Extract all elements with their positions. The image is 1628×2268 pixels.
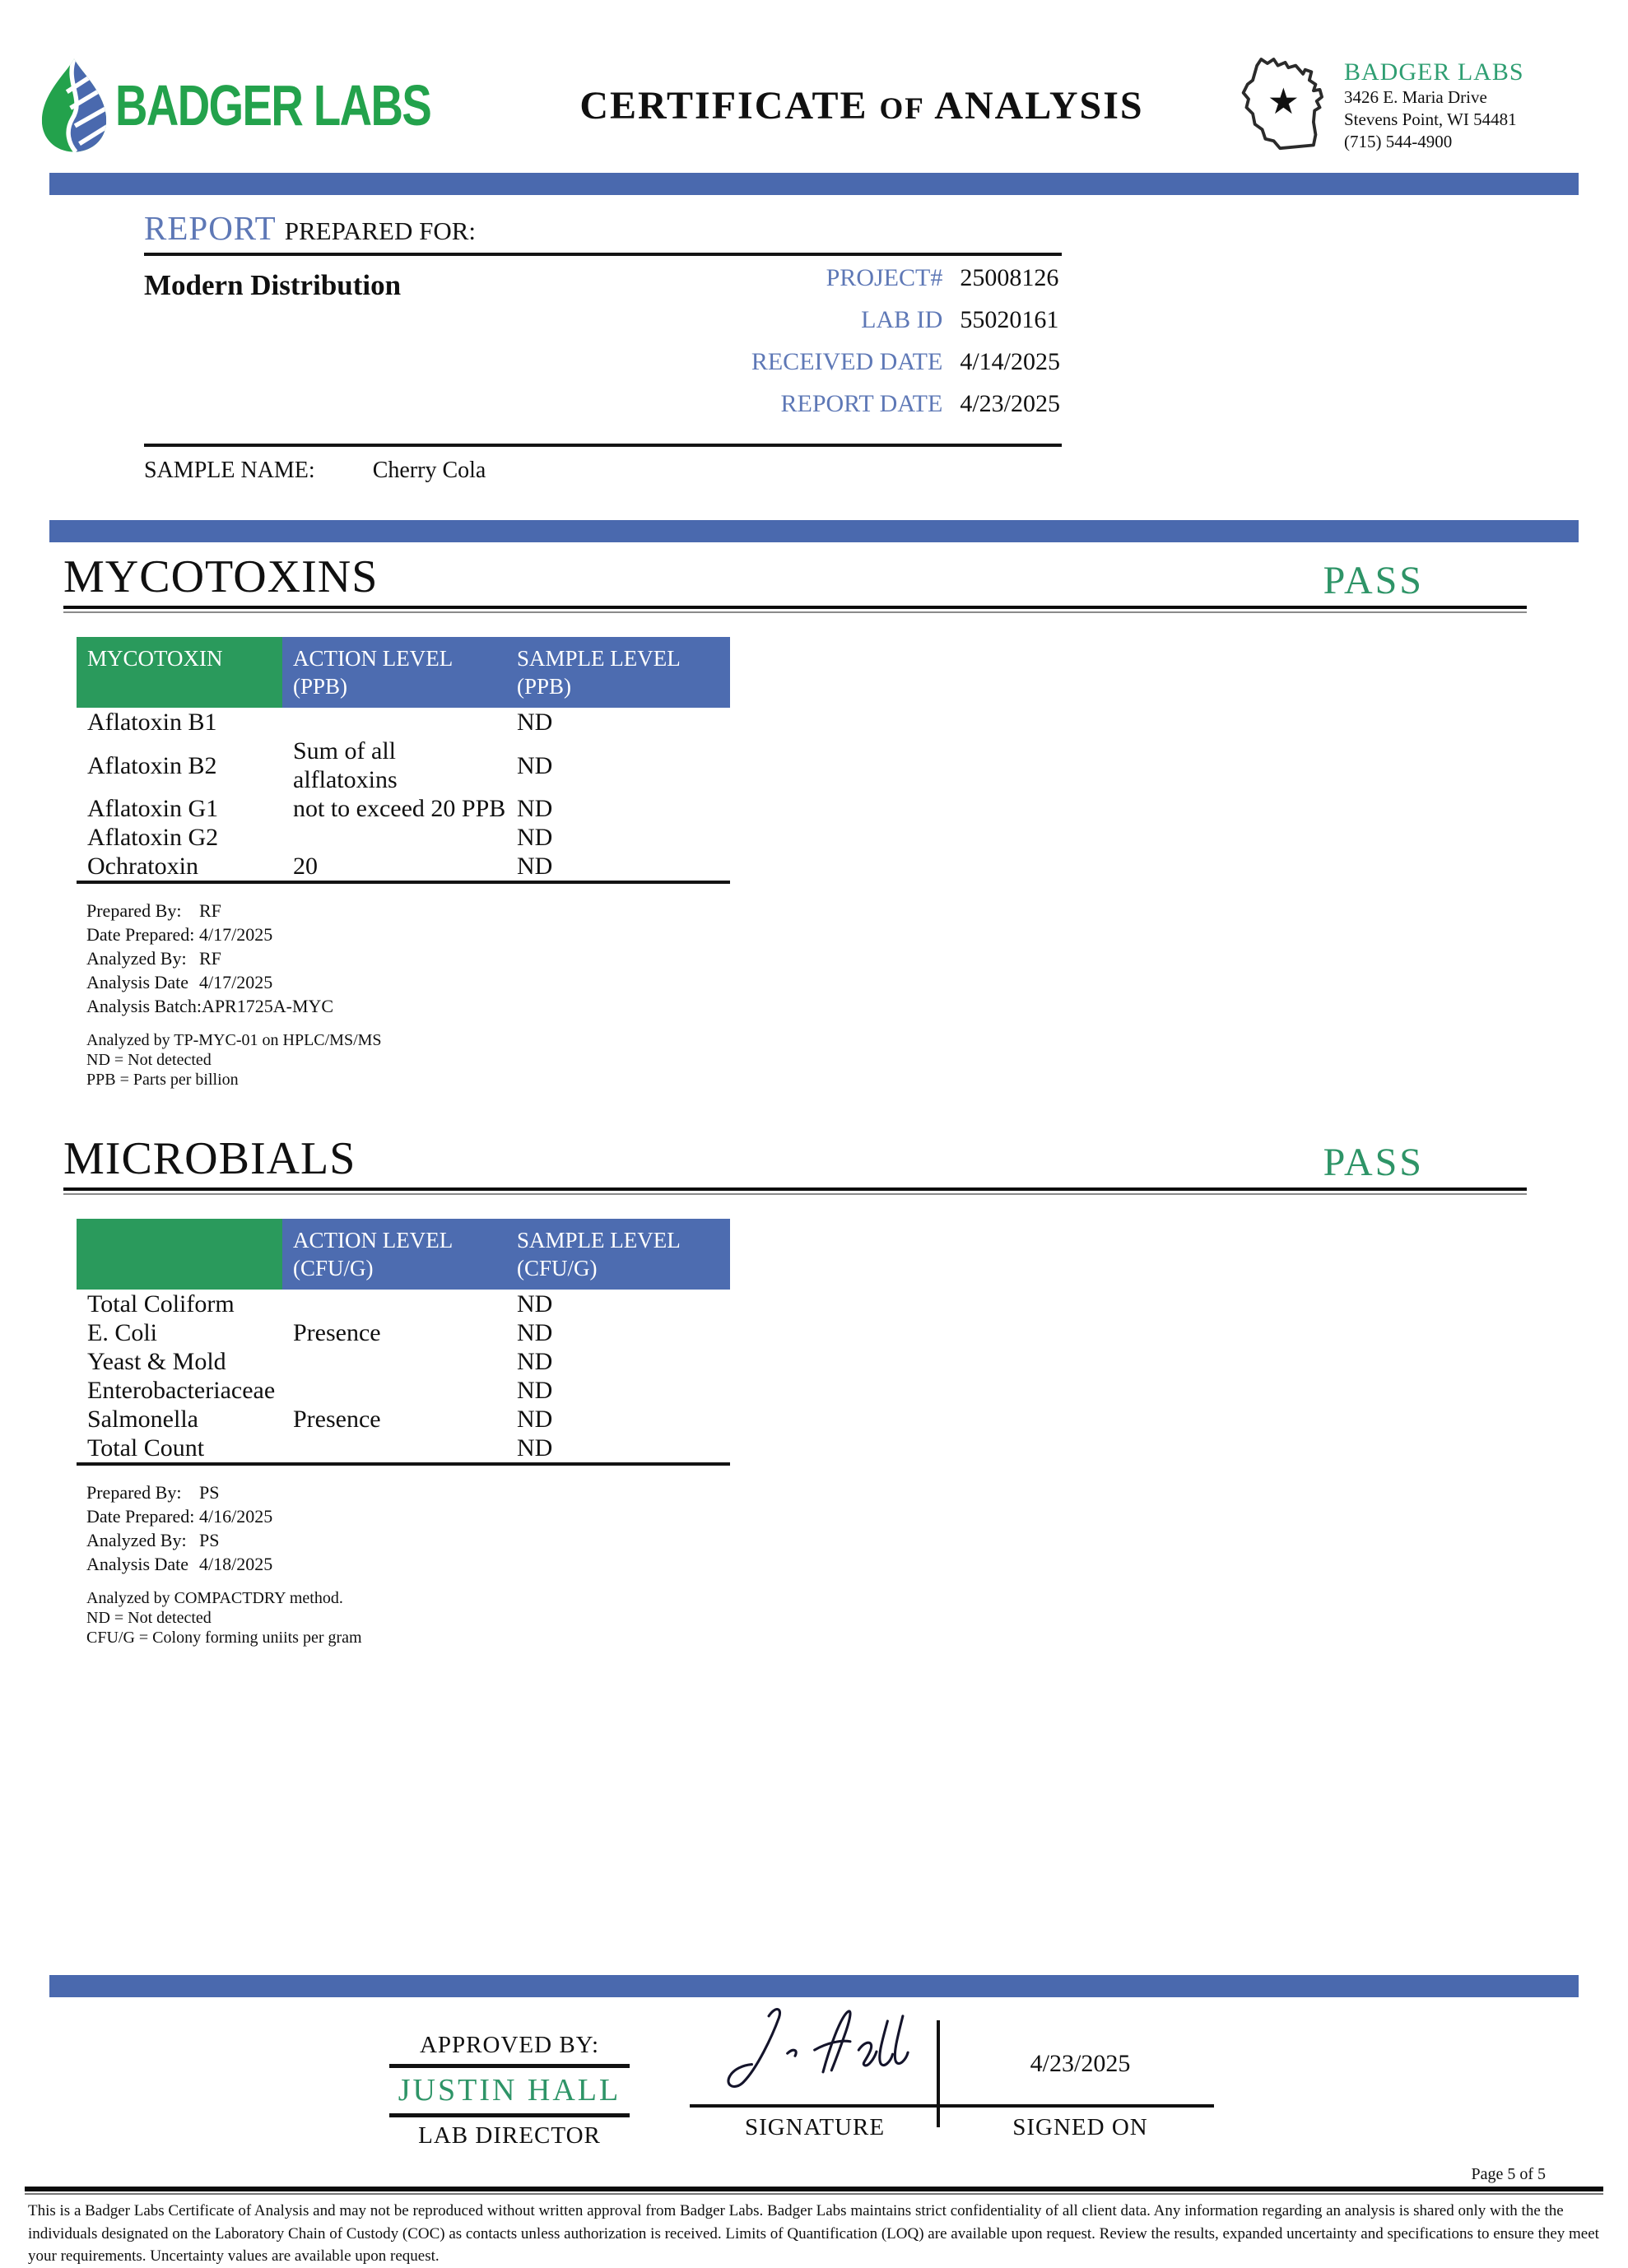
meta-row [86, 1504, 1628, 1528]
sample-level-value: ND [517, 853, 553, 880]
approved-by-block [389, 2032, 630, 2149]
report-label: REPORT [144, 209, 277, 247]
note-line: ND = Not detected [86, 1051, 212, 1069]
divider-bar-top [49, 173, 1579, 195]
meta-row [86, 946, 1628, 970]
table-row [77, 1434, 730, 1464]
signed-date: 4/23/2025 [1030, 2050, 1131, 2077]
table-row [77, 1347, 730, 1376]
field-project-number [691, 264, 1060, 306]
action-level-value: Presence [293, 1319, 381, 1346]
microbials-table [77, 1219, 730, 1466]
microbials-meta [86, 1480, 1628, 1576]
analyzed-by-value: PS [199, 1530, 220, 1550]
approval-section [0, 2007, 1628, 2165]
analyte-name: Aflatoxin B1 [87, 709, 217, 736]
header [33, 43, 1592, 168]
table-row [77, 794, 730, 823]
table-row [77, 737, 730, 794]
microbials-title: MICROBIALS [63, 1133, 356, 1184]
note-line: ND = Not detected [86, 1609, 212, 1627]
note-line: PPB = Parts per billion [86, 1071, 239, 1089]
signature-icon [713, 1992, 933, 2104]
meta-row [86, 899, 1628, 923]
signature-line [690, 2104, 1214, 2108]
field-lab-id [691, 306, 1060, 348]
report-prepared-for-heading [144, 208, 1062, 256]
disclaimer-text: This is a Badger Labs Certificate of Analysis and may not be reproduced without written approval from Badger Labs. Badger Labs maintains strict confidentiality of all client data. Any information regarding an analysis is shared only with the the individuals designated on the Laboratory Chain of Custody (COC) as contacts unless authorization is received. Limits of Quantification (LOQ) are available upon request. Review the results, expanded uncertainty and specifications to ensure they meet your requirements. Uncertainty values are available upon request. [28, 2202, 1599, 2265]
approver-name: JUSTIN HALL [398, 2073, 621, 2108]
field-report-date [691, 390, 1060, 432]
analysis-batch-label: Analysis Batch: [86, 996, 202, 1016]
action-level-line2: (PPB) [293, 674, 348, 699]
divider-bar-mycotoxins [49, 520, 1579, 542]
table-row [77, 1290, 730, 1318]
mycotoxins-notes [86, 1030, 1628, 1090]
analyzed-by-value: RF [199, 948, 221, 969]
action-level-value [282, 1347, 506, 1376]
mycotoxins-header-row [77, 637, 730, 708]
analysis-date-label: Analysis Date [86, 1554, 189, 1574]
action-level-value: 20 [293, 853, 318, 880]
analyte-name: Total Coliform [87, 1290, 235, 1318]
analysis-date-value: 4/17/2025 [199, 972, 273, 992]
table-row [77, 1318, 730, 1347]
report-fields [691, 264, 1062, 432]
microbials-heading-row [63, 1132, 1527, 1191]
star-glyph: ★ [1267, 82, 1300, 123]
lab-name: BADGER LABS [1344, 58, 1524, 86]
date-prepared-value: 4/16/2025 [199, 1506, 273, 1527]
sample-level-column-header [506, 1219, 730, 1290]
lab-address-line2: Stevens Point, WI 54481 [1344, 109, 1517, 129]
report-info-section [0, 208, 1628, 484]
page-number: Page 5 of 5 [1471, 2165, 1546, 2183]
action-level-value: Presence [293, 1406, 381, 1433]
sample-level-value: ND [517, 1406, 553, 1433]
note-line: Analyzed by COMPACTDRY method. [86, 1589, 343, 1607]
action-level-value [282, 708, 506, 737]
signature-date-divider [937, 2020, 940, 2127]
title-part-of: OF [879, 91, 925, 126]
action-level-line1: ACTION LEVEL [293, 646, 454, 671]
note-line: Analyzed by TP-MYC-01 on HPLC/MS/MS [86, 1031, 382, 1049]
logo-wordmark: BADGER LABS [115, 73, 431, 137]
action-level-value: Sum of all alflatoxins [293, 737, 398, 793]
date-prepared-label: Date Prepared: [86, 924, 195, 945]
sample-level-value: ND [517, 1348, 553, 1375]
action-level-column-header [282, 1219, 506, 1290]
sample-level-column-header [506, 637, 730, 708]
sample-level-value: ND [517, 709, 553, 736]
approver-title: LAB DIRECTOR [418, 2122, 601, 2149]
document-title [498, 83, 1226, 128]
analyte-name: Aflatoxin G2 [87, 824, 219, 851]
table-row [77, 1376, 730, 1405]
leaf-drop-icon [33, 53, 115, 158]
sample-level-value: ND [517, 751, 553, 779]
analyte-name: Enterobacteriaceae [87, 1377, 276, 1404]
project-number-value: 25008126 [960, 264, 1059, 291]
mycotoxins-title: MYCOTOXINS [63, 551, 379, 602]
mycotoxins-section [0, 551, 1628, 1090]
analyte-name: Ochratoxin [87, 853, 198, 880]
meta-row [86, 923, 1628, 946]
sample-name-row [144, 458, 1628, 484]
lab-phone: (715) 544-4900 [1344, 131, 1453, 151]
sample-level-line1: SAMPLE LEVEL [517, 646, 681, 671]
received-date-label: RECEIVED DATE [751, 348, 943, 375]
action-level-line2: (CFU/G) [293, 1256, 374, 1280]
badger-labs-logo [33, 53, 498, 158]
action-level-column-header [282, 637, 506, 708]
sample-level-value: ND [517, 795, 553, 822]
prepared-by-label: Prepared By: [86, 900, 182, 921]
report-date-value: 4/23/2025 [960, 390, 1060, 417]
analysis-batch-value: APR1725A-MYC [201, 996, 334, 1016]
meta-row [86, 994, 1628, 1018]
lab-id-value: 55020161 [960, 306, 1059, 333]
table-row [77, 708, 730, 737]
analyte-name: Total Count [87, 1434, 205, 1462]
sample-level-value: ND [517, 1377, 553, 1404]
analyte-name: Aflatoxin B2 [87, 751, 217, 779]
received-date-value: 4/14/2025 [960, 348, 1060, 375]
action-level-value [282, 1376, 506, 1405]
sample-name-label: SAMPLE NAME: [144, 458, 315, 483]
sample-level-value: ND [517, 824, 553, 851]
microbial-column-header [77, 1219, 282, 1290]
signature-label: SIGNATURE [744, 2114, 886, 2140]
action-level-value [282, 1434, 506, 1464]
report-date-label: REPORT DATE [780, 390, 943, 417]
action-level-value [282, 823, 506, 852]
prepared-for-label: PREPARED FOR: [284, 216, 477, 245]
title-part-1: CERTIFICATE [579, 83, 868, 128]
sample-level-value: ND [517, 1290, 553, 1318]
meta-row [86, 1528, 1628, 1552]
analyzed-by-label: Analyzed By: [86, 1530, 187, 1550]
action-level-line1: ACTION LEVEL [293, 1228, 454, 1253]
title-part-2: ANALYSIS [934, 83, 1144, 128]
client-name: Modern Distribution [144, 269, 402, 301]
sample-level-value: ND [517, 1434, 553, 1462]
approved-by-label: APPROVED BY: [419, 2032, 600, 2058]
project-number-label: PROJECT# [826, 264, 943, 291]
analyte-name: Salmonella [87, 1406, 198, 1433]
footer [0, 2165, 1628, 2268]
prepared-by-label: Prepared By: [86, 1482, 182, 1503]
action-level-value: not to exceed 20 PPB [293, 795, 506, 822]
date-prepared-label: Date Prepared: [86, 1506, 195, 1527]
analyte-name: Aflatoxin G1 [87, 795, 219, 822]
meta-row [86, 1480, 1628, 1504]
date-prepared-value: 4/17/2025 [199, 924, 273, 945]
sample-level-value: ND [517, 1319, 553, 1346]
lab-address-block [1226, 48, 1592, 163]
report-details [144, 256, 1062, 447]
mycotoxins-heading-row [63, 551, 1527, 609]
table-row [77, 1405, 730, 1434]
prepared-by-value: PS [199, 1482, 220, 1503]
microbials-status-badge: PASS [1323, 1141, 1424, 1184]
action-level-value [282, 1290, 506, 1318]
signed-on-label: SIGNED ON [1012, 2114, 1148, 2140]
microbials-header-row [77, 1219, 730, 1290]
note-line: CFU/G = Colony forming uniits per gram [86, 1629, 362, 1647]
field-received-date [691, 348, 1060, 390]
meta-row [86, 1552, 1628, 1576]
analyte-name: Yeast & Mold [87, 1348, 226, 1375]
microbials-section [0, 1132, 1628, 1648]
footer-rule [25, 2187, 1603, 2191]
table-row [77, 823, 730, 852]
analyzed-by-label: Analyzed By: [86, 948, 187, 969]
analysis-date-label: Analysis Date [86, 972, 189, 992]
lab-address-text [1341, 58, 1524, 153]
mycotoxins-status-badge: PASS [1323, 559, 1424, 602]
sample-level-line2: (PPB) [517, 674, 572, 699]
wisconsin-map-icon [1226, 48, 1341, 163]
microbials-notes [86, 1588, 1628, 1648]
mycotoxins-meta [86, 899, 1628, 1018]
analyte-name: E. Coli [87, 1319, 158, 1346]
lab-address-line1: 3426 E. Maria Drive [1344, 86, 1487, 107]
sample-level-line2: (CFU/G) [517, 1256, 598, 1280]
mycotoxins-table [77, 637, 730, 884]
lab-id-label: LAB ID [861, 306, 943, 333]
mycotoxin-column-header: MYCOTOXIN [77, 637, 282, 708]
meta-row [86, 970, 1628, 994]
sample-level-line1: SAMPLE LEVEL [517, 1228, 681, 1253]
sample-name-value: Cherry Cola [372, 458, 486, 483]
table-row [77, 852, 730, 882]
prepared-by-value: RF [199, 900, 221, 921]
analysis-date-value: 4/18/2025 [199, 1554, 273, 1574]
